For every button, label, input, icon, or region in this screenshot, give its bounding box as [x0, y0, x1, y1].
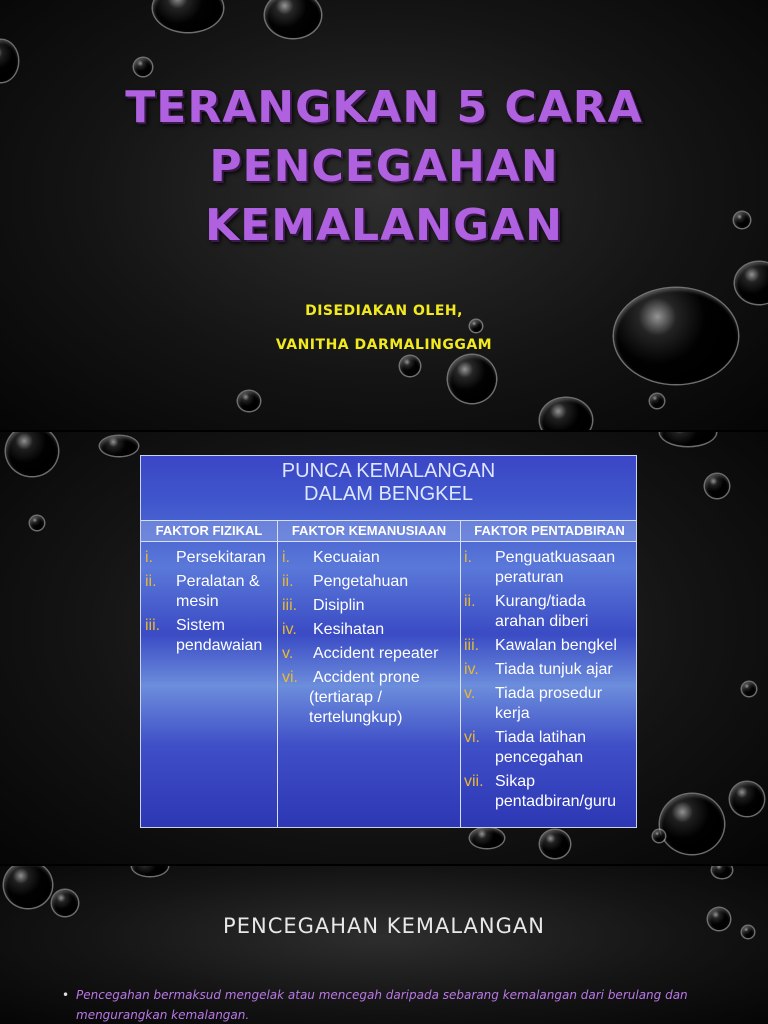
- water-drop: [660, 794, 724, 854]
- water-drop: [660, 432, 716, 446]
- list-item: vi. Accident prone: [282, 669, 420, 686]
- water-drop: [238, 391, 260, 411]
- water-drop: [650, 394, 664, 408]
- water-drop: [470, 828, 504, 848]
- list-item: i. Persekitaran: [145, 549, 266, 566]
- list-item: v. Tiada prosedur kerja: [464, 685, 603, 722]
- bullet-dot-icon: •: [62, 988, 70, 1002]
- column-divider: [277, 520, 278, 827]
- list-item: ii. Pengetahuan: [282, 573, 409, 590]
- slide-title: TERANGKAN 5 CARA PENCEGAHAN KEMALANGAN: [125, 82, 643, 251]
- list-item: vii. Sikap pentadbiran/guru: [464, 773, 616, 810]
- column-header: FAKTOR PENTADBIRAN: [474, 523, 625, 538]
- water-drop: [470, 320, 482, 332]
- list-item: iii. Disiplin: [282, 597, 365, 614]
- water-drop: [265, 0, 321, 38]
- list-item: ii. Kurang/tiada arahan diberi: [464, 593, 589, 630]
- list-item: i. Penguatkuasaan peraturan: [464, 549, 616, 586]
- list-item: i. Kecuaian: [282, 549, 380, 566]
- column-human: [282, 548, 458, 732]
- water-drop: [132, 866, 168, 876]
- water-drop: [6, 432, 58, 476]
- list-item: iv. Tiada tunjuk ajar: [464, 661, 613, 678]
- prevention-slide: [0, 866, 768, 1024]
- title-slide: [0, 0, 768, 430]
- section-title: PENCEGAHAN KEMALANGAN: [223, 914, 545, 938]
- water-drop: [400, 356, 420, 376]
- column-administration: [464, 548, 636, 816]
- water-drop: [100, 436, 138, 456]
- list-item-note: (tertiarap / tertelungkup): [309, 689, 403, 726]
- list-item: v. Accident repeater: [282, 645, 439, 662]
- water-drop: [153, 0, 223, 32]
- prepared-by-label: DISEDIAKAN OLEH,: [305, 303, 463, 319]
- water-drop: [730, 782, 764, 816]
- bullet-item: • Pencegahan bermaksud mengelak atau mencegah daripada sebarang kemalangan dari berulang dan mengurangkan kemalangan.: [62, 985, 722, 1024]
- table-header-row: [141, 520, 636, 542]
- causes-slide: [0, 432, 768, 864]
- column-physical: [145, 548, 273, 660]
- list-item: vi. Tiada latihan pencegahan: [464, 729, 587, 766]
- water-drop: [540, 398, 592, 430]
- water-drop: [742, 682, 756, 696]
- water-drop: [712, 866, 732, 878]
- water-drop: [134, 58, 152, 76]
- column-header: FAKTOR KEMANUSIAAN: [291, 523, 447, 538]
- water-drop: [52, 890, 78, 916]
- author-name: VANITHA DARMALINGGAM: [275, 337, 493, 353]
- water-drop: [705, 474, 729, 498]
- water-drop: [0, 40, 18, 82]
- water-drop: [448, 355, 496, 403]
- column-header: FAKTOR FIZIKAL: [155, 523, 263, 538]
- list-item: iii. Sistem pendawaian: [145, 617, 263, 654]
- list-item: ii. Peralatan & mesin: [145, 573, 260, 610]
- table-title: PUNCA KEMALANGAN DALAM BENGKEL: [281, 460, 496, 505]
- list-item: iii. Kawalan bengkel: [464, 637, 617, 654]
- water-drop: [4, 866, 52, 908]
- water-drop: [735, 262, 768, 304]
- causes-table-panel: [140, 455, 637, 828]
- water-drop: [540, 830, 570, 858]
- water-drop: [30, 516, 44, 530]
- list-item: iv. Kesihatan: [282, 621, 385, 638]
- water-drop: [653, 830, 665, 842]
- column-divider: [460, 520, 461, 827]
